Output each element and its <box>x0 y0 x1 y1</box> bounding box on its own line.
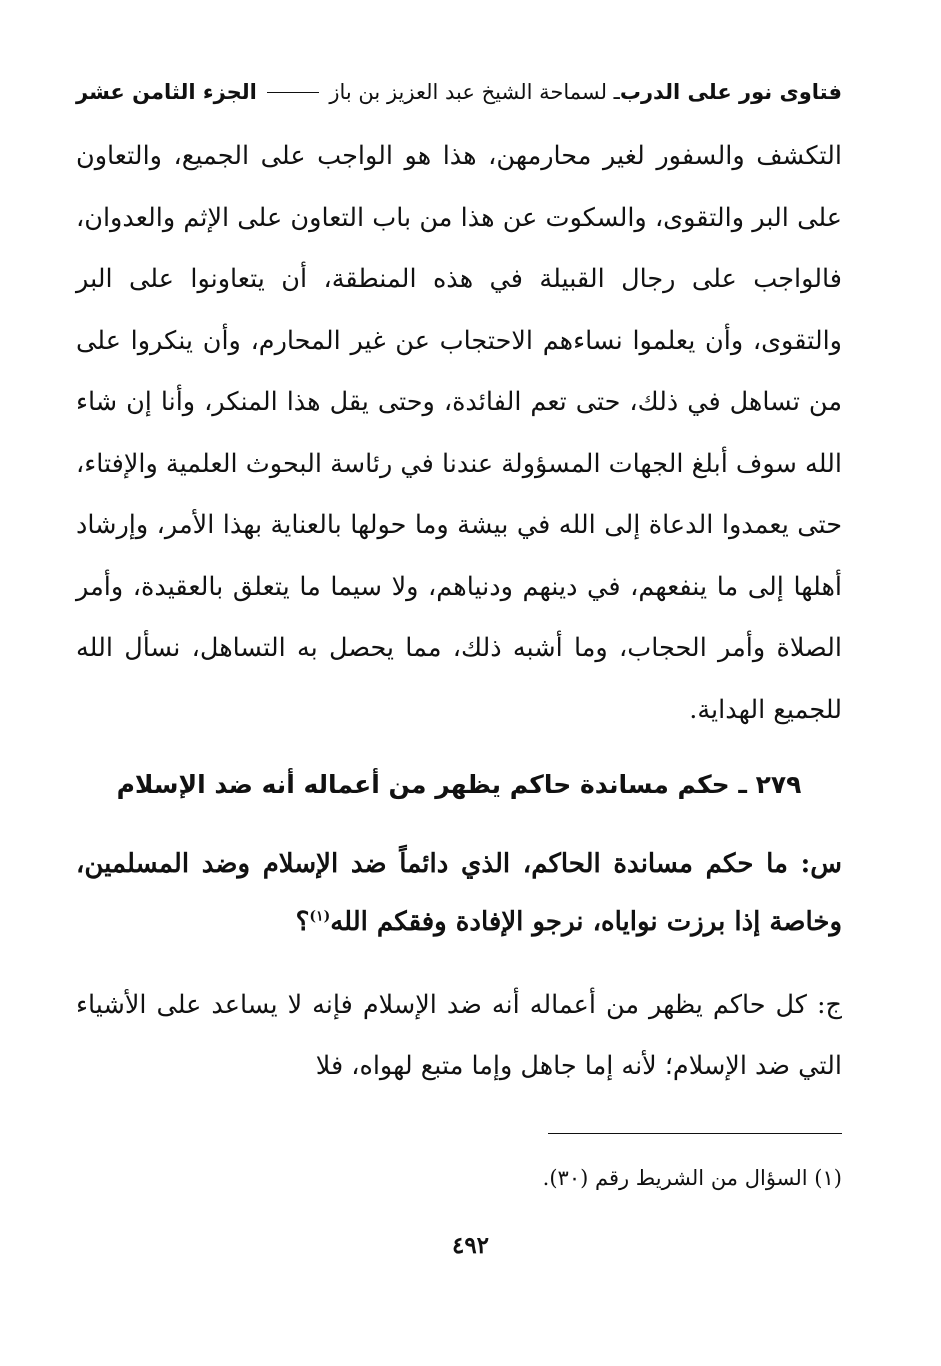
question-mark: ؟ <box>295 907 310 937</box>
question-paragraph <box>76 835 842 951</box>
book-title: فتاوى نور على الدرب <box>619 80 842 104</box>
answer-paragraph: ج: كل حاكم يظهر من أعماله أنه ضد الإسلام فإنه لا يساعد على الأشياء التي ضد الإسلام؛ لأنه إما جاهل وإما متبع لهواه، فلا <box>76 990 842 1081</box>
body-paragraph: التكشف والسفور لغير محارمهن، هذا هو الواجب على الجميع، والتعاون على البر والتقوى، والسكوت عن هذا من باب التعاون على الإثم والعدوان، فالواجب على رجال القبيلة في هذه المنطقة، أن يتعاونوا على البر والتقوى، وأن يعلموا نساءهم الاحتجاب عن غير المحارم، وأن ينكروا على من تساهل في ذلك، حتى تعم الفائدة، وحتى يقل هذا المنكر، وأنا إن شاء الله سوف أبلغ الجهات المسؤولة عندنا في رئاسة البحوث العلمية والإفتاء، حتى يعمدوا الدعاة إلى الله في بيشة وما حولها بالعناية بهذا الأمر، وإرشاد أهلها إلى ما ينفعهم، في دينهم ودنياهم، ولا سيما ما يتعلق بالعقيدة، وأمر الصلاة وأمر الحجاب، وما أشبه ذلك، مما يحصل به التساهل، نسأل الله للجميع الهداية. <box>76 141 842 725</box>
footnote-ref: (١) <box>309 908 331 925</box>
header-divider <box>267 92 320 93</box>
section-title: ٢٧٩ ـ حكم مساندة حاكم يظهر من أعماله أنه ضد الإسلام <box>116 770 802 799</box>
page-number: ٤٩٢ <box>451 1232 490 1259</box>
question-text: س: ما حكم مساندة الحاكم، الذي دائماً ضد الإسلام وضد المسلمين، وخاصة إذا برزت نواياه، نرجو الإفادة وفقكم الله <box>76 849 842 937</box>
volume-label: الجزء الثامن عشر <box>76 80 257 104</box>
footnote: (١) السؤال من الشريط رقم (٣٠). <box>542 1166 842 1190</box>
author-name: ـ لسماحة الشيخ عبد العزيز بن باز <box>329 80 620 104</box>
running-header <box>76 72 842 112</box>
footnote-divider <box>548 1133 842 1134</box>
